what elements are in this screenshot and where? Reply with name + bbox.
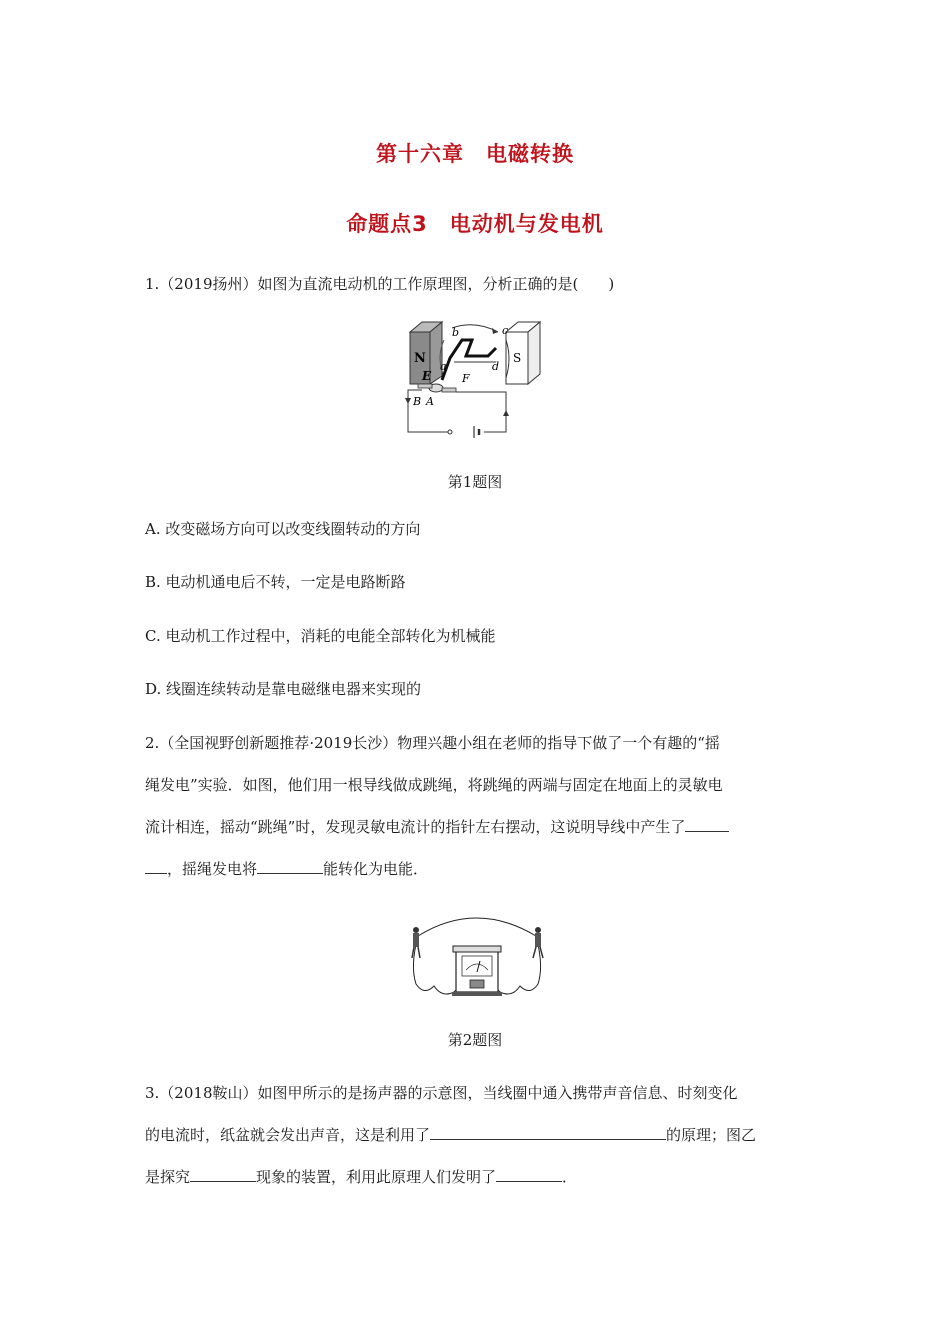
q2-line-4 bbox=[145, 858, 428, 879]
q1-option-c: C. 电动机工作过程中，消耗的电能全部转化为机械能 bbox=[145, 627, 496, 645]
q3-blank-3[interactable] bbox=[496, 1167, 562, 1182]
q3-line-3-start: 是探究 bbox=[145, 1168, 191, 1186]
label-S: S bbox=[513, 351, 522, 365]
q3-line-3-end: ． bbox=[562, 1168, 578, 1186]
q2-line-3 bbox=[145, 816, 729, 837]
q2-blank-2[interactable] bbox=[257, 859, 323, 874]
q3-line-2-start: 的电流时，纸盆就会发出声音，这是利用了 bbox=[145, 1126, 431, 1144]
label-N: N bbox=[414, 351, 426, 366]
rope-generator-diagram bbox=[406, 906, 548, 1000]
label-b: b bbox=[452, 326, 460, 339]
q1-caption: 第1题图 bbox=[447, 473, 503, 491]
q2-line-4-end: 能转化为电能． bbox=[323, 860, 429, 878]
q3-blank-1[interactable] bbox=[430, 1125, 666, 1140]
section-title: 命题点3 电动机与发电机 bbox=[346, 212, 604, 236]
q3-blank-2[interactable] bbox=[190, 1167, 256, 1182]
q3-line-2 bbox=[145, 1124, 756, 1145]
q2-blank-1a[interactable] bbox=[685, 817, 729, 832]
q1-stem: 1.（2019扬州）如图为直流电动机的工作原理图，分析正确的是( ) bbox=[145, 275, 615, 293]
label-A: A bbox=[426, 395, 434, 408]
q3-line-2-end: 的原理；图乙 bbox=[666, 1126, 757, 1144]
q1-option-d: D. 线圈连续转动是靠电磁继电器来实现的 bbox=[145, 680, 422, 698]
q3-line-3 bbox=[145, 1166, 577, 1187]
q2-line-1: 2.（全国视野创新题推荐·2019长沙）物理兴趣小组在老师的指导下做了一个有趣的“摇 bbox=[145, 734, 720, 752]
q3-line-1: 3.（2018鞍山）如图甲所示的是扬声器的示意图，当线圈中通入携带声音信息、时刻变化 bbox=[145, 1084, 738, 1102]
q2-line-4-mid: ，摇绳发电将 bbox=[167, 860, 258, 878]
q1-option-a: A. 改变磁场方向可以改变线圈转动的方向 bbox=[145, 520, 421, 538]
q2-line-3-text: 流计相连，摇动“跳绳”时，发现灵敏电流计的指针左右摆动，这说明导线中产生了 bbox=[145, 818, 686, 836]
label-c: c bbox=[502, 324, 509, 337]
label-E: E bbox=[422, 369, 432, 383]
q3-line-3-mid: 现象的装置，利用此原理人们发明了 bbox=[256, 1168, 497, 1186]
q2-blank-1b[interactable] bbox=[145, 859, 167, 874]
label-a: a bbox=[440, 360, 447, 373]
q2-caption: 第2题图 bbox=[447, 1031, 503, 1049]
motor-diagram bbox=[400, 318, 550, 440]
chapter-title: 第十六章 电磁转换 bbox=[376, 142, 574, 166]
label-B: B bbox=[413, 395, 422, 408]
q1-option-b: B. 电动机通电后不转，一定是电路断路 bbox=[145, 573, 406, 591]
label-d: d bbox=[492, 360, 500, 373]
label-F: F bbox=[462, 372, 470, 385]
q2-line-2: 绳发电”实验．如图，他们用一根导线做成跳绳，将跳绳的两端与固定在地面上的灵敏电 bbox=[145, 776, 723, 794]
